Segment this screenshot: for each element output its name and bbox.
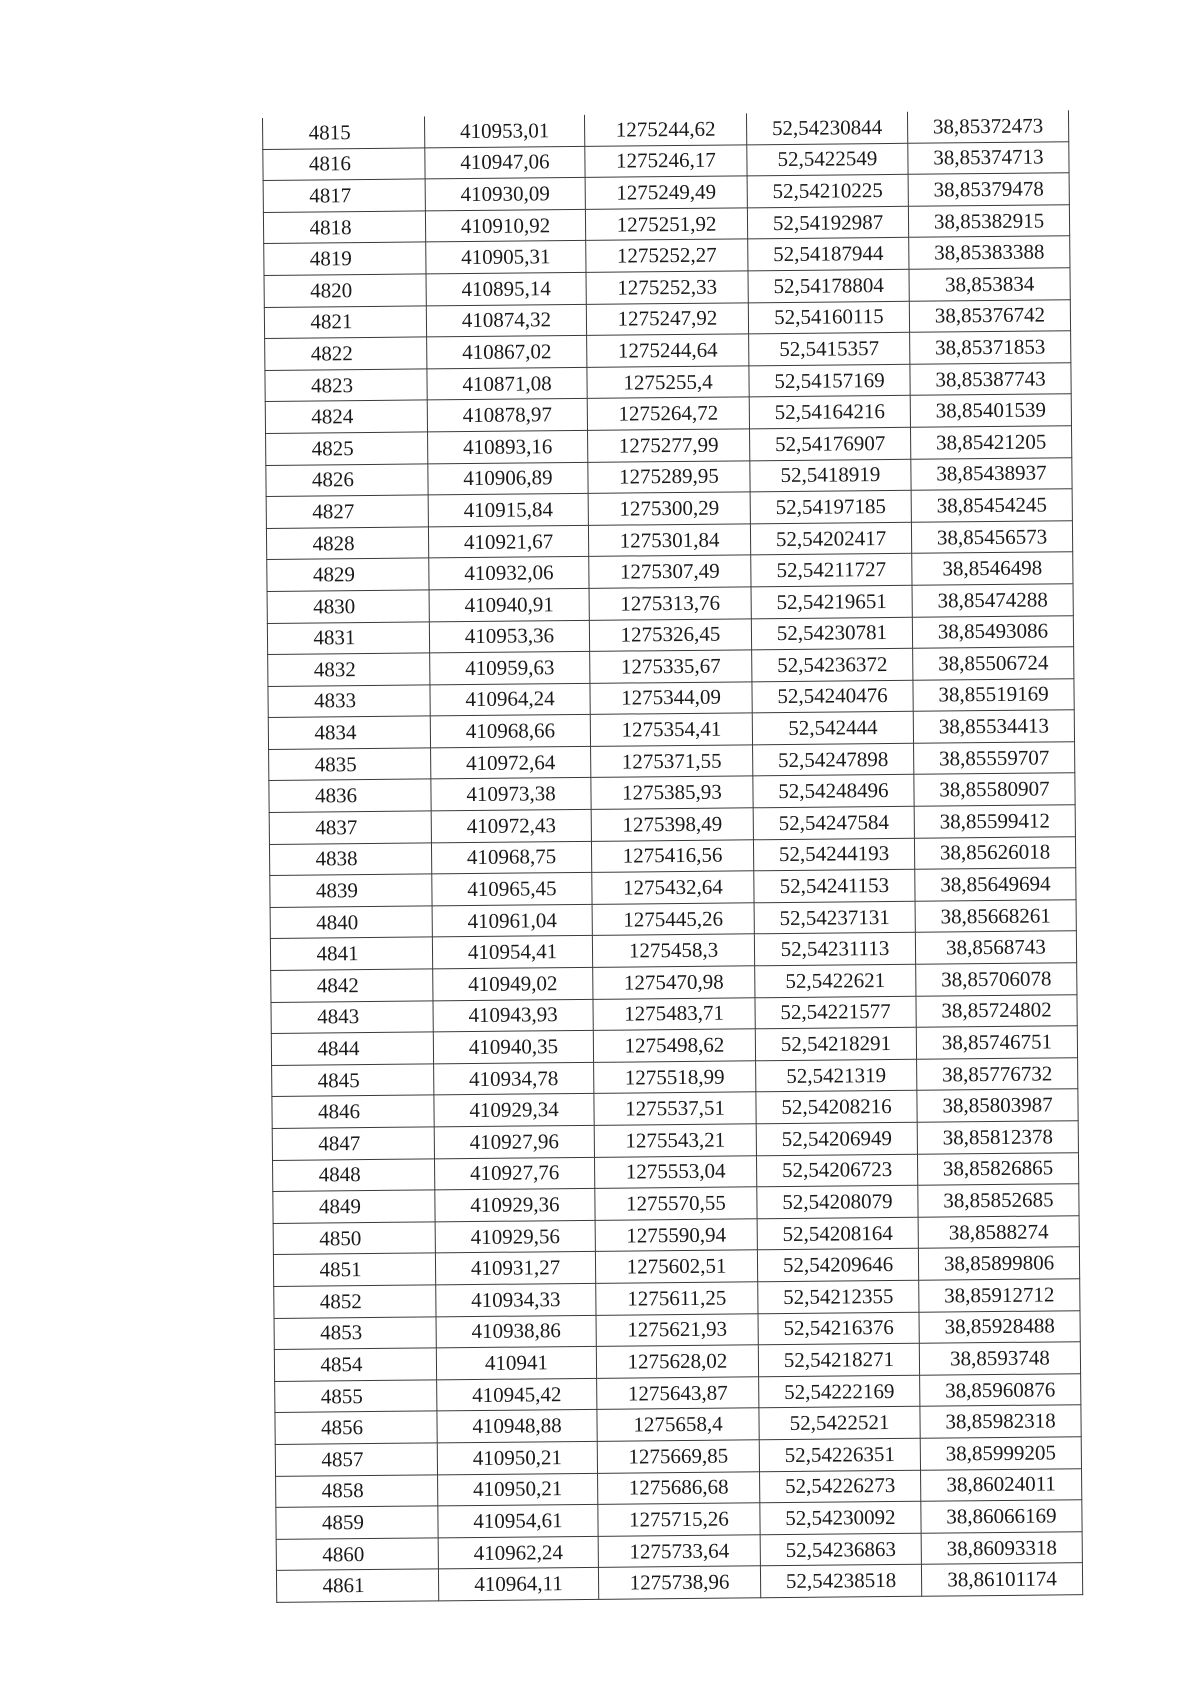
- longitude-cell: 38,85474288: [912, 584, 1073, 617]
- longitude-cell: 38,86024011: [921, 1468, 1082, 1501]
- x-coordinate-cell: 410959,63: [430, 651, 590, 684]
- longitude-cell: 38,85454245: [911, 489, 1072, 522]
- point-number-cell: 4835: [269, 748, 431, 781]
- point-number-cell: 4855: [275, 1380, 437, 1413]
- latitude-cell: 52,5422521: [759, 1407, 920, 1440]
- latitude-cell: 52,5422549: [747, 143, 908, 176]
- y-coordinate-cell: 1275602,51: [595, 1250, 757, 1283]
- latitude-cell: 52,54197185: [750, 490, 911, 523]
- x-coordinate-cell: 410972,43: [431, 809, 591, 842]
- latitude-cell: 52,54230092: [760, 1501, 921, 1534]
- longitude-cell: 38,8588274: [918, 1215, 1079, 1248]
- point-number-cell: 4843: [271, 1001, 433, 1034]
- longitude-cell: 38,85649694: [915, 868, 1076, 901]
- coordinates-table: [262, 110, 1083, 1603]
- y-coordinate-cell: 1275518,99: [594, 1061, 756, 1094]
- y-coordinate-cell: 1275252,27: [586, 239, 748, 272]
- longitude-cell: 38,85387743: [910, 362, 1071, 395]
- y-coordinate-cell: 1275537,51: [594, 1092, 756, 1125]
- x-coordinate-cell: 410931,27: [435, 1252, 595, 1285]
- y-coordinate-cell: 1275543,21: [594, 1124, 756, 1157]
- point-number-cell: 4821: [264, 305, 426, 338]
- point-number-cell: 4858: [276, 1474, 438, 1507]
- y-coordinate-cell: 1275289,95: [588, 460, 750, 493]
- y-coordinate-cell: 1275335,67: [590, 650, 752, 683]
- x-coordinate-cell: 410895,14: [426, 272, 586, 305]
- point-number-cell: 4834: [268, 716, 430, 749]
- y-coordinate-cell: 1275669,85: [597, 1440, 759, 1473]
- y-coordinate-cell: 1275733,64: [598, 1535, 760, 1568]
- longitude-cell: 38,85706078: [916, 963, 1077, 996]
- y-coordinate-cell: 1275252,33: [586, 271, 748, 304]
- y-coordinate-cell: 1275244,64: [587, 334, 749, 367]
- longitude-cell: 38,85746751: [916, 1026, 1077, 1059]
- y-coordinate-cell: 1275498,62: [593, 1029, 755, 1062]
- point-number-cell: 4847: [272, 1127, 434, 1160]
- x-coordinate-cell: 410874,32: [426, 304, 586, 337]
- y-coordinate-cell: 1275264,72: [587, 397, 749, 430]
- latitude-cell: 52,54247898: [753, 743, 914, 776]
- latitude-cell: 52,54230844: [746, 112, 907, 145]
- longitude-cell: 38,85724802: [916, 994, 1077, 1027]
- longitude-cell: 38,853834: [909, 268, 1070, 301]
- x-coordinate-cell: 410932,06: [429, 557, 589, 590]
- point-number-cell: 4820: [264, 274, 426, 307]
- longitude-cell: 38,85960876: [920, 1373, 1081, 1406]
- longitude-cell: 38,85803987: [917, 1089, 1078, 1122]
- x-coordinate-cell: 410943,93: [433, 999, 593, 1032]
- y-coordinate-cell: 1275354,41: [590, 713, 752, 746]
- x-coordinate-cell: 410941: [436, 1347, 596, 1380]
- latitude-cell: 52,54160115: [748, 301, 909, 334]
- point-number-cell: 4841: [270, 937, 432, 970]
- x-coordinate-cell: 410929,34: [434, 1094, 594, 1127]
- longitude-cell: 38,86101174: [921, 1563, 1082, 1596]
- latitude-cell: 52,54210225: [747, 174, 908, 207]
- longitude-cell: 38,85812378: [917, 1121, 1078, 1154]
- y-coordinate-cell: 1275470,98: [593, 966, 755, 999]
- y-coordinate-cell: 1275313,76: [589, 587, 751, 620]
- x-coordinate-cell: 410927,96: [434, 1125, 594, 1158]
- y-coordinate-cell: 1275686,68: [598, 1471, 760, 1504]
- longitude-cell: 38,86066169: [921, 1500, 1082, 1533]
- y-coordinate-cell: 1275416,56: [591, 839, 753, 872]
- point-number-cell: 4825: [266, 432, 428, 465]
- longitude-cell: 38,85506724: [913, 647, 1074, 680]
- latitude-cell: 52,54219651: [751, 585, 912, 618]
- y-coordinate-cell: 1275590,94: [595, 1219, 757, 1252]
- latitude-cell: 52,54244193: [753, 838, 914, 871]
- x-coordinate-cell: 410945,42: [437, 1378, 597, 1411]
- point-number-cell: 4842: [271, 969, 433, 1002]
- longitude-cell: 38,8568743: [915, 931, 1076, 964]
- point-number-cell: 4830: [267, 590, 429, 623]
- y-coordinate-cell: 1275398,49: [591, 808, 753, 841]
- latitude-cell: 52,54202417: [750, 522, 911, 555]
- x-coordinate-cell: 410927,76: [434, 1157, 594, 1190]
- y-coordinate-cell: 1275643,87: [597, 1377, 759, 1410]
- point-number-cell: 4852: [274, 1285, 436, 1318]
- latitude-cell: 52,54248496: [753, 775, 914, 808]
- point-number-cell: 4860: [276, 1538, 438, 1571]
- longitude-cell: 38,85374713: [908, 141, 1069, 174]
- x-coordinate-cell: 410964,24: [430, 683, 590, 716]
- table-row: [276, 1563, 1082, 1602]
- point-number-cell: 4844: [271, 1032, 433, 1065]
- point-number-cell: 4848: [273, 1158, 435, 1191]
- y-coordinate-cell: 1275371,55: [591, 745, 753, 778]
- x-coordinate-cell: 410964,11: [438, 1568, 598, 1601]
- x-coordinate-cell: 410953,36: [429, 620, 589, 653]
- longitude-cell: 38,85401539: [910, 394, 1071, 427]
- longitude-cell: 38,8546498: [912, 552, 1073, 585]
- point-number-cell: 4840: [270, 906, 432, 939]
- longitude-cell: 38,85626018: [914, 836, 1075, 869]
- x-coordinate-cell: 410940,91: [429, 588, 589, 621]
- longitude-cell: 38,85559707: [914, 742, 1075, 775]
- point-number-cell: 4833: [268, 685, 430, 718]
- x-coordinate-cell: 410934,78: [434, 1062, 594, 1095]
- point-number-cell: 4822: [265, 337, 427, 370]
- point-number-cell: 4826: [266, 463, 428, 496]
- y-coordinate-cell: 1275344,09: [590, 682, 752, 715]
- x-coordinate-cell: 410968,75: [431, 841, 591, 874]
- latitude-cell: 52,54247584: [753, 806, 914, 839]
- latitude-cell: 52,54238518: [760, 1565, 921, 1598]
- point-number-cell: 4823: [265, 369, 427, 402]
- latitude-cell: 52,54240476: [752, 680, 913, 713]
- longitude-cell: 38,85826865: [917, 1152, 1078, 1185]
- longitude-cell: 38,85376742: [909, 299, 1070, 332]
- point-number-cell: 4837: [269, 811, 431, 844]
- point-number-cell: 4857: [275, 1443, 437, 1476]
- x-coordinate-cell: 410929,36: [435, 1189, 595, 1222]
- x-coordinate-cell: 410973,38: [431, 778, 591, 811]
- point-number-cell: 4861: [276, 1569, 438, 1602]
- point-number-cell: 4839: [270, 874, 432, 907]
- longitude-cell: 38,85456573: [911, 520, 1072, 553]
- coordinates-table-body: [262, 110, 1082, 1602]
- point-number-cell: 4824: [265, 400, 427, 433]
- latitude-cell: 52,54236372: [752, 648, 913, 681]
- point-number-cell: 4829: [267, 558, 429, 591]
- x-coordinate-cell: 410954,41: [432, 936, 592, 969]
- x-coordinate-cell: 410867,02: [427, 336, 587, 369]
- longitude-cell: 38,85438937: [911, 457, 1072, 490]
- x-coordinate-cell: 410950,21: [438, 1473, 598, 1506]
- x-coordinate-cell: 410930,09: [425, 178, 585, 211]
- latitude-cell: 52,54211727: [751, 554, 912, 587]
- y-coordinate-cell: 1275277,99: [588, 429, 750, 462]
- x-coordinate-cell: 410938,86: [436, 1315, 596, 1348]
- longitude-cell: 38,85912712: [919, 1279, 1080, 1312]
- point-number-cell: 4838: [269, 843, 431, 876]
- latitude-cell: 52,5421319: [756, 1059, 917, 1092]
- latitude-cell: 52,54208164: [757, 1217, 918, 1250]
- x-coordinate-cell: 410921,67: [428, 525, 588, 558]
- y-coordinate-cell: 1275445,26: [592, 903, 754, 936]
- point-number-cell: 4859: [276, 1506, 438, 1539]
- latitude-cell: 52,54178804: [748, 269, 909, 302]
- y-coordinate-cell: 1275738,96: [598, 1566, 760, 1599]
- longitude-cell: 38,85519169: [913, 678, 1074, 711]
- latitude-cell: 52,5422621: [755, 964, 916, 997]
- latitude-cell: 52,542444: [752, 712, 913, 745]
- x-coordinate-cell: 410953,01: [424, 115, 584, 148]
- x-coordinate-cell: 410948,88: [437, 1410, 597, 1443]
- latitude-cell: 52,54206723: [756, 1154, 917, 1187]
- latitude-cell: 52,54208216: [756, 1091, 917, 1124]
- y-coordinate-cell: 1275326,45: [589, 618, 751, 651]
- longitude-cell: 38,85382915: [908, 205, 1069, 238]
- longitude-cell: 38,85599412: [914, 805, 1075, 838]
- y-coordinate-cell: 1275483,71: [593, 997, 755, 1030]
- longitude-cell: 38,85982318: [920, 1405, 1081, 1438]
- latitude-cell: 52,54231113: [754, 933, 915, 966]
- point-number-cell: 4854: [274, 1348, 436, 1381]
- latitude-cell: 52,54206949: [756, 1122, 917, 1155]
- x-coordinate-cell: 410961,04: [432, 904, 592, 937]
- point-number-cell: 4815: [262, 116, 424, 149]
- point-number-cell: 4856: [275, 1411, 437, 1444]
- y-coordinate-cell: 1275658,4: [597, 1408, 759, 1441]
- point-number-cell: 4836: [269, 779, 431, 812]
- x-coordinate-cell: 410906,89: [428, 462, 588, 495]
- y-coordinate-cell: 1275458,3: [592, 934, 754, 967]
- longitude-cell: 38,85899806: [918, 1247, 1079, 1280]
- point-number-cell: 4818: [263, 211, 425, 244]
- point-number-cell: 4817: [263, 179, 425, 212]
- latitude-cell: 52,54192987: [747, 206, 908, 239]
- x-coordinate-cell: 410972,64: [431, 746, 591, 779]
- longitude-cell: 38,8593748: [919, 1342, 1080, 1375]
- longitude-cell: 38,85493086: [912, 615, 1073, 648]
- x-coordinate-cell: 410910,92: [425, 209, 585, 242]
- point-number-cell: 4853: [274, 1316, 436, 1349]
- x-coordinate-cell: 410871,08: [427, 367, 587, 400]
- longitude-cell: 38,85534413: [913, 710, 1074, 743]
- x-coordinate-cell: 410940,35: [433, 1031, 593, 1064]
- x-coordinate-cell: 410965,45: [432, 873, 592, 906]
- longitude-cell: 38,85580907: [914, 773, 1075, 806]
- latitude-cell: 52,54164216: [749, 396, 910, 429]
- latitude-cell: 52,54176907: [750, 427, 911, 460]
- y-coordinate-cell: 1275628,02: [596, 1345, 758, 1378]
- latitude-cell: 52,54157169: [749, 364, 910, 397]
- latitude-cell: 52,54237131: [754, 901, 915, 934]
- latitude-cell: 52,54226351: [759, 1438, 920, 1471]
- longitude-cell: 38,85928488: [919, 1310, 1080, 1343]
- latitude-cell: 52,54226273: [760, 1470, 921, 1503]
- y-coordinate-cell: 1275255,4: [587, 366, 749, 399]
- latitude-cell: 52,54209646: [757, 1249, 918, 1282]
- latitude-cell: 52,54230781: [751, 617, 912, 650]
- y-coordinate-cell: 1275432,64: [592, 871, 754, 904]
- latitude-cell: 52,5418919: [750, 459, 911, 492]
- longitude-cell: 38,86093318: [921, 1531, 1082, 1564]
- latitude-cell: 52,54212355: [758, 1280, 919, 1313]
- point-number-cell: 4831: [267, 621, 429, 654]
- y-coordinate-cell: 1275570,55: [595, 1187, 757, 1220]
- point-number-cell: 4851: [273, 1253, 435, 1286]
- y-coordinate-cell: 1275251,92: [585, 208, 747, 241]
- x-coordinate-cell: 410915,84: [428, 494, 588, 527]
- latitude-cell: 52,5415357: [749, 332, 910, 365]
- x-coordinate-cell: 410968,66: [430, 715, 590, 748]
- latitude-cell: 52,54241153: [754, 870, 915, 903]
- x-coordinate-cell: 410878,97: [427, 399, 587, 432]
- x-coordinate-cell: 410947,06: [425, 146, 585, 179]
- x-coordinate-cell: 410950,21: [437, 1441, 597, 1474]
- y-coordinate-cell: 1275246,17: [585, 144, 747, 177]
- x-coordinate-cell: 410893,16: [428, 430, 588, 463]
- point-number-cell: 4845: [272, 1064, 434, 1097]
- latitude-cell: 52,54208079: [757, 1185, 918, 1218]
- x-coordinate-cell: 410954,61: [438, 1504, 598, 1537]
- longitude-cell: 38,85852685: [918, 1184, 1079, 1217]
- latitude-cell: 52,54216376: [758, 1312, 919, 1345]
- point-number-cell: 4827: [266, 495, 428, 528]
- y-coordinate-cell: 1275301,84: [588, 524, 750, 557]
- latitude-cell: 52,54218271: [758, 1343, 919, 1376]
- point-number-cell: 4846: [272, 1095, 434, 1128]
- y-coordinate-cell: 1275249,49: [585, 176, 747, 209]
- point-number-cell: 4832: [268, 653, 430, 686]
- point-number-cell: 4819: [264, 242, 426, 275]
- point-number-cell: 4849: [273, 1190, 435, 1223]
- longitude-cell: 38,85383388: [909, 236, 1070, 269]
- x-coordinate-cell: 410949,02: [433, 967, 593, 1000]
- longitude-cell: 38,85379478: [908, 173, 1069, 206]
- y-coordinate-cell: 1275621,93: [596, 1313, 758, 1346]
- x-coordinate-cell: 410962,24: [438, 1536, 598, 1569]
- y-coordinate-cell: 1275553,04: [594, 1155, 756, 1188]
- y-coordinate-cell: 1275611,25: [596, 1282, 758, 1315]
- y-coordinate-cell: 1275300,29: [588, 492, 750, 525]
- longitude-cell: 38,85999205: [920, 1437, 1081, 1470]
- latitude-cell: 52,54236863: [760, 1533, 921, 1566]
- y-coordinate-cell: 1275247,92: [586, 302, 748, 335]
- x-coordinate-cell: 410929,56: [435, 1220, 595, 1253]
- x-coordinate-cell: 410934,33: [436, 1283, 596, 1316]
- longitude-cell: 38,85776732: [917, 1058, 1078, 1091]
- longitude-cell: 38,85371853: [910, 331, 1071, 364]
- point-number-cell: 4816: [263, 148, 425, 181]
- y-coordinate-cell: 1275244,62: [584, 113, 746, 146]
- x-coordinate-cell: 410905,31: [426, 241, 586, 274]
- longitude-cell: 38,85668261: [915, 900, 1076, 933]
- longitude-cell: 38,85421205: [910, 426, 1071, 459]
- longitude-cell: 38,85372473: [907, 110, 1068, 143]
- point-number-cell: 4850: [273, 1222, 435, 1255]
- latitude-cell: 52,54221577: [755, 996, 916, 1029]
- latitude-cell: 52,54218291: [755, 1027, 916, 1060]
- latitude-cell: 52,54222169: [759, 1375, 920, 1408]
- y-coordinate-cell: 1275385,93: [591, 776, 753, 809]
- latitude-cell: 52,54187944: [748, 238, 909, 271]
- y-coordinate-cell: 1275307,49: [589, 555, 751, 588]
- y-coordinate-cell: 1275715,26: [598, 1503, 760, 1536]
- point-number-cell: 4828: [266, 527, 428, 560]
